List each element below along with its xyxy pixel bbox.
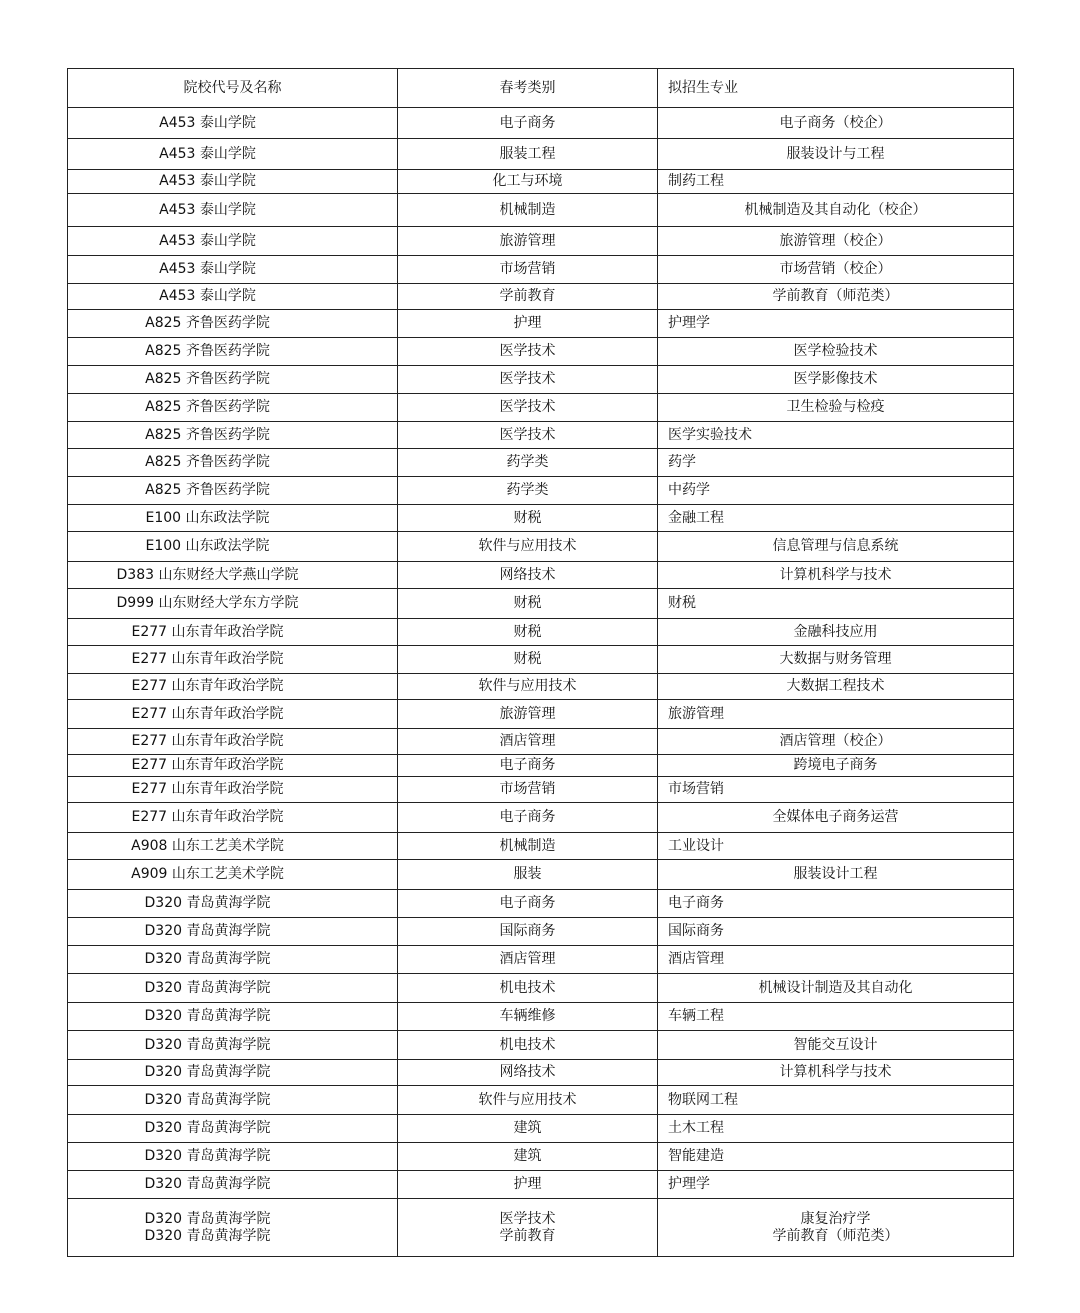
table-row [68,310,1014,338]
category-cell: 机械制造 [398,194,658,227]
category-cell: 市场营销 [398,256,658,284]
table-row [68,946,1014,974]
category-cell: 医学技术 [398,394,658,422]
category-cell: 服装工程 [398,139,658,170]
header-row [68,69,1014,108]
major-cell: 智能建造 [658,1143,1014,1171]
major-cell: 中药学 [658,477,1014,505]
category-cell: 建筑 [398,1115,658,1143]
school-cell: A453 泰山学院 [68,256,398,284]
major-cell: 医学影像技术 [658,366,1014,394]
school-cell: D320 青岛黄海学院 [68,946,398,974]
category-cell: 护理 [398,1171,658,1199]
major-cell: 旅游管理 [658,700,1014,729]
category-cell-line-1: 医学技术 [499,1210,556,1227]
school-cell: A453 泰山学院 [68,139,398,170]
major-cell: 跨境电子商务 [658,755,1014,777]
table-row [68,1003,1014,1031]
table-row [68,139,1014,170]
school-cell: A825 齐鲁医药学院 [68,394,398,422]
school-cell [68,1199,398,1257]
table-row [68,284,1014,310]
table-row [68,338,1014,366]
school-cell: A453 泰山学院 [68,194,398,227]
school-cell: E100 山东政法学院 [68,532,398,562]
category-cell: 财税 [398,589,658,619]
category-cell: 机电技术 [398,1031,658,1060]
table-body [68,108,1014,1257]
school-cell: D320 青岛黄海学院 [68,1143,398,1171]
table-row [68,700,1014,729]
table-row [68,1060,1014,1086]
table-row [68,1199,1014,1257]
table-row [68,833,1014,860]
school-cell: E277 山东青年政治学院 [68,619,398,646]
school-cell: E277 山东青年政治学院 [68,700,398,729]
table-row [68,1031,1014,1060]
school-cell: A825 齐鲁医药学院 [68,449,398,477]
major-cell: 机械设计制造及其自动化 [658,974,1014,1003]
table-row [68,108,1014,139]
category-cell-line-2: 学前教育 [499,1227,556,1244]
major-cell: 服装设计与工程 [658,139,1014,170]
major-cell: 护理学 [658,310,1014,338]
major-cell: 电子商务（校企） [658,108,1014,139]
category-cell: 机电技术 [398,974,658,1003]
category-cell: 旅游管理 [398,700,658,729]
category-cell: 酒店管理 [398,946,658,974]
category-cell: 网络技术 [398,562,658,589]
table-row [68,449,1014,477]
school-cell: A825 齐鲁医药学院 [68,310,398,338]
major-cell: 财税 [658,589,1014,619]
category-cell: 电子商务 [398,108,658,139]
table-row [68,1115,1014,1143]
category-cell: 机械制造 [398,833,658,860]
major-cell: 制药工程 [658,170,1014,194]
category-cell: 软件与应用技术 [398,532,658,562]
school-cell: E277 山东青年政治学院 [68,755,398,777]
major-cell: 车辆工程 [658,1003,1014,1031]
table-row [68,619,1014,646]
school-cell: A825 齐鲁医药学院 [68,338,398,366]
table-row [68,170,1014,194]
category-cell: 财税 [398,646,658,674]
table-row [68,505,1014,532]
table-row [68,477,1014,505]
category-cell: 电子商务 [398,803,658,833]
table-row [68,1171,1014,1199]
school-cell: A825 齐鲁医药学院 [68,422,398,449]
major-cell: 智能交互设计 [658,1031,1014,1060]
table-row [68,227,1014,256]
major-cell-line-1: 康复治疗学 [800,1210,871,1227]
category-cell: 医学技术 [398,422,658,449]
header-major: 拟招生专业 [658,69,1014,108]
major-cell: 大数据工程技术 [658,674,1014,700]
school-cell: A908 山东工艺美术学院 [68,833,398,860]
table-row [68,256,1014,284]
table-row [68,860,1014,890]
school-cell: D320 青岛黄海学院 [68,1031,398,1060]
major-cell: 全媒体电子商务运营 [658,803,1014,833]
school-cell: E277 山东青年政治学院 [68,646,398,674]
category-cell: 建筑 [398,1143,658,1171]
major-cell: 酒店管理 [658,946,1014,974]
major-cell: 电子商务 [658,890,1014,918]
table-row [68,777,1014,803]
school-cell: D320 青岛黄海学院 [68,1115,398,1143]
school-cell-line-2: D320 青岛黄海学院 [144,1227,271,1244]
category-cell: 化工与环境 [398,170,658,194]
category-cell: 电子商务 [398,890,658,918]
major-cell: 医学实验技术 [658,422,1014,449]
major-cell: 市场营销（校企） [658,256,1014,284]
major-cell: 大数据与财务管理 [658,646,1014,674]
category-cell: 服装 [398,860,658,890]
category-cell: 医学技术 [398,366,658,394]
category-cell: 酒店管理 [398,729,658,755]
school-cell: A453 泰山学院 [68,108,398,139]
major-cell: 计算机科学与技术 [658,562,1014,589]
school-cell: D999 山东财经大学东方学院 [68,589,398,619]
major-cell: 市场营销 [658,777,1014,803]
table-row [68,674,1014,700]
admissions-table [67,68,1014,1257]
school-cell: A453 泰山学院 [68,284,398,310]
school-cell: E277 山东青年政治学院 [68,803,398,833]
category-cell: 护理 [398,310,658,338]
table-row [68,890,1014,918]
major-cell-line-2: 学前教育（师范类） [772,1227,899,1244]
major-cell: 工业设计 [658,833,1014,860]
school-cell: D320 青岛黄海学院 [68,1060,398,1086]
table-row [68,1086,1014,1115]
category-cell: 旅游管理 [398,227,658,256]
category-cell: 学前教育 [398,284,658,310]
major-cell: 计算机科学与技术 [658,1060,1014,1086]
table-row [68,422,1014,449]
table-row [68,729,1014,755]
school-cell: E277 山东青年政治学院 [68,729,398,755]
category-cell: 车辆维修 [398,1003,658,1031]
table-row [68,562,1014,589]
header-category: 春考类别 [398,69,658,108]
school-cell: D320 青岛黄海学院 [68,974,398,1003]
major-cell: 国际商务 [658,918,1014,946]
major-cell: 服装设计工程 [658,860,1014,890]
major-cell: 机械制造及其自动化（校企） [658,194,1014,227]
major-cell: 药学 [658,449,1014,477]
major-cell: 信息管理与信息系统 [658,532,1014,562]
category-cell: 医学技术 [398,338,658,366]
school-cell: D320 青岛黄海学院 [68,1003,398,1031]
major-cell: 金融工程 [658,505,1014,532]
school-cell: D320 青岛黄海学院 [68,890,398,918]
category-cell: 软件与应用技术 [398,674,658,700]
school-cell: D320 青岛黄海学院 [68,1171,398,1199]
category-cell [398,1199,658,1257]
major-cell: 卫生检验与检疫 [658,394,1014,422]
category-cell: 药学类 [398,449,658,477]
category-cell: 药学类 [398,477,658,505]
major-cell [658,1199,1014,1257]
major-cell: 物联网工程 [658,1086,1014,1115]
major-cell: 土木工程 [658,1115,1014,1143]
major-cell: 学前教育（师范类） [658,284,1014,310]
table-row [68,755,1014,777]
table-row [68,803,1014,833]
table-row [68,366,1014,394]
school-cell: E277 山东青年政治学院 [68,674,398,700]
category-cell: 电子商务 [398,755,658,777]
school-cell: E100 山东政法学院 [68,505,398,532]
table-row [68,394,1014,422]
school-cell: A825 齐鲁医药学院 [68,366,398,394]
major-cell: 酒店管理（校企） [658,729,1014,755]
major-cell: 旅游管理（校企） [658,227,1014,256]
table-row [68,974,1014,1003]
table-row [68,1143,1014,1171]
school-cell: E277 山东青年政治学院 [68,777,398,803]
school-cell: A825 齐鲁医药学院 [68,477,398,505]
school-cell: D320 青岛黄海学院 [68,918,398,946]
major-cell: 金融科技应用 [658,619,1014,646]
school-cell: A909 山东工艺美术学院 [68,860,398,890]
school-cell: D383 山东财经大学燕山学院 [68,562,398,589]
table-row [68,532,1014,562]
school-cell: A453 泰山学院 [68,227,398,256]
category-cell: 网络技术 [398,1060,658,1086]
school-cell-line-1: D320 青岛黄海学院 [144,1210,271,1227]
category-cell: 市场营销 [398,777,658,803]
table-row [68,194,1014,227]
major-cell: 护理学 [658,1171,1014,1199]
category-cell: 国际商务 [398,918,658,946]
table-row [68,918,1014,946]
school-cell: A453 泰山学院 [68,170,398,194]
category-cell: 软件与应用技术 [398,1086,658,1115]
category-cell: 财税 [398,619,658,646]
major-cell: 医学检验技术 [658,338,1014,366]
header-school: 院校代号及名称 [68,69,398,108]
table-row [68,646,1014,674]
school-cell: D320 青岛黄海学院 [68,1086,398,1115]
category-cell: 财税 [398,505,658,532]
table-row [68,589,1014,619]
